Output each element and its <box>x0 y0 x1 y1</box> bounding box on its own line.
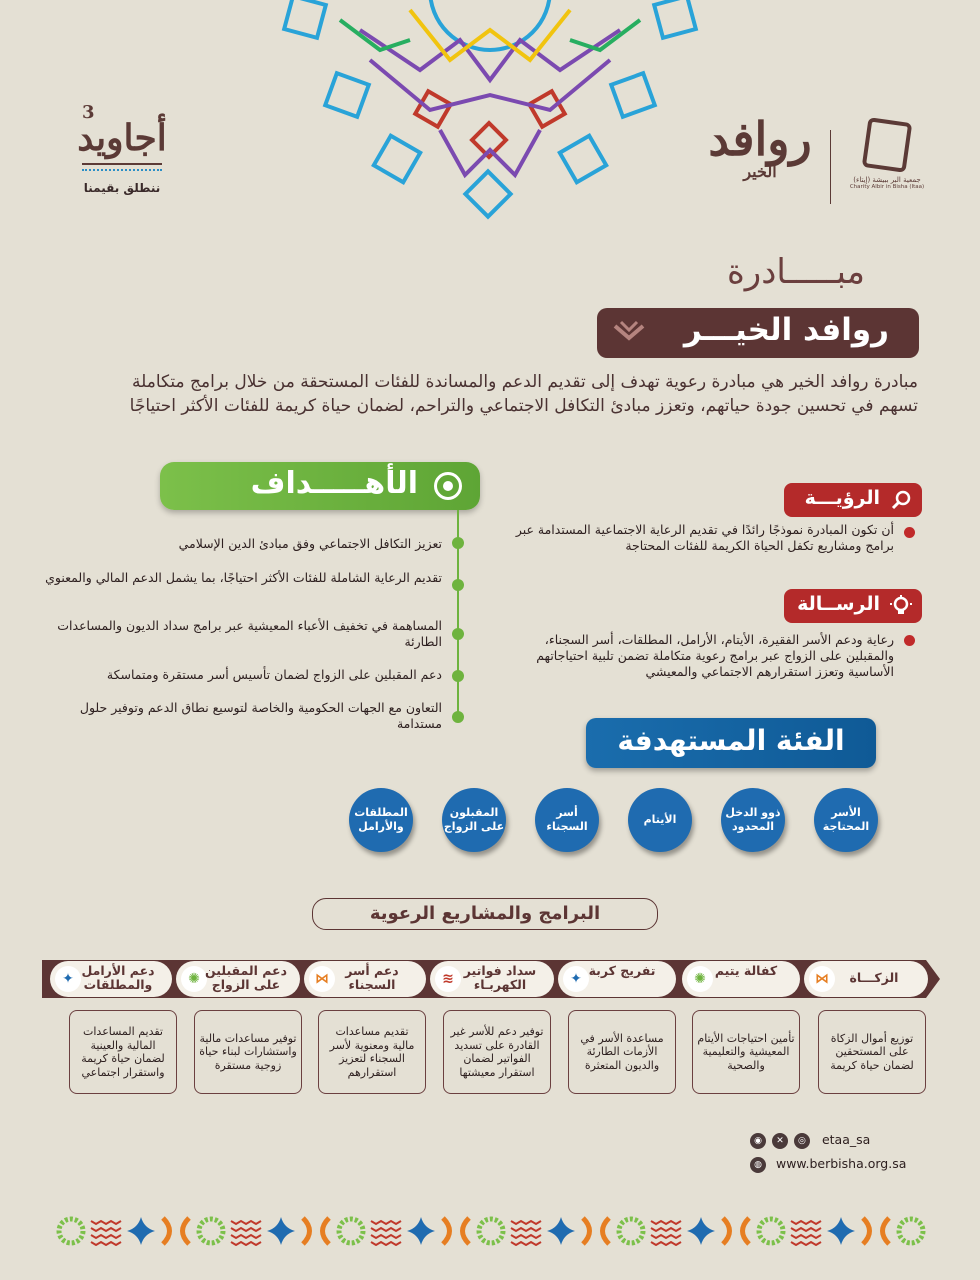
program-label: الزكـــاة <box>849 970 899 985</box>
program-tab-electricity <box>430 961 554 997</box>
goal-item: التعاون مع الجهات الحكومية والخاصة لتوسيع نطاق الدعم وتوفير حلول مستدامة <box>79 700 442 731</box>
pattern-tile <box>511 1221 541 1245</box>
target-circle-prisoner-families: أسر السجناء <box>535 788 599 852</box>
x-icon[interactable]: ✕ <box>772 1133 788 1149</box>
top-star-decoration <box>260 0 720 230</box>
program-tab-prisoners <box>304 961 426 997</box>
intro-line-1: مبادرة روافد الخير هي مبادرة رعوية تهدف إلى تقديم الدعم والمساندة للفئات المستحقة من خلال برامج متكاملة <box>131 372 918 392</box>
pattern-tile <box>759 1219 783 1243</box>
title-banner <box>597 308 919 358</box>
program-icon-marriage: ✺ <box>181 966 207 992</box>
chevron-ornament-icon <box>611 320 647 346</box>
target-icon <box>434 472 462 500</box>
target-group-header <box>586 718 876 768</box>
pattern-tile <box>723 1218 749 1244</box>
program-icon-zakat: ⋈ <box>809 966 835 992</box>
program-icon-prisoners: ⋈ <box>309 966 335 992</box>
social-row <box>750 1132 870 1149</box>
pattern-tile <box>303 1218 329 1244</box>
website-link[interactable]: www.berbisha.org.sa <box>775 1156 907 1171</box>
program-card: تأمين احتياجات الأيتام المعيشية والتعليمية والصحية <box>692 1010 800 1094</box>
program-label: دعم الأرامل والمطلقات <box>81 963 155 992</box>
vision-dot <box>904 527 915 538</box>
initiative-label: مبـــــادرة <box>726 252 865 292</box>
program-card: توزيع أموال الزكاة على المستحقين لضمان حياة كريمة <box>818 1010 926 1094</box>
social-handle[interactable]: etaa_sa <box>821 1132 871 1147</box>
charity-emblem-icon <box>862 117 913 173</box>
vision-text: أن تكون المبادرة نموذجًا رائدًا في تقديم الرعاية الاجتماعية المستدامة عبر برامج ومشاريع تكفل الحياة الكريمة للفئات المحتاجة <box>515 522 894 553</box>
target-circle-widows: المطلقات والأرامل <box>349 788 413 852</box>
program-label: تفريج كربة <box>588 963 656 978</box>
program-icon-widows: ✦ <box>55 966 81 992</box>
program-card: توفير دعم للأسر غير القادرة على تسديد الفواتير لضمان استقرار معيشتها <box>443 1010 551 1094</box>
charity-name-ar: جمعية البر ببيشة (إيتاء) <box>853 176 921 184</box>
intro-line-2: تسهم في تحسين جودة حياتهم، وتعزز مبادئ التكافل الاجتماعي والتراحم، لضمان حياة كريمة للفئات الأكثر احتياجًا <box>129 396 918 416</box>
pattern-tile <box>443 1218 469 1244</box>
magnifier-icon <box>890 489 912 511</box>
pattern-tile <box>651 1221 681 1245</box>
program-icon-orphan: ✺ <box>687 966 713 992</box>
target-circle-needy-families: الأسر المحتاجة <box>814 788 878 852</box>
programs-header <box>312 898 658 930</box>
pattern-tile <box>163 1218 189 1244</box>
goal-item: تقديم الرعاية الشاملة للفئات الأكثر احتياجًا، بما يشمل الدعم المالي والمعنوي <box>45 570 442 585</box>
pattern-tile <box>407 1217 435 1245</box>
rawafed-logo <box>698 112 822 181</box>
pattern-tile <box>127 1217 155 1245</box>
pattern-tile <box>479 1219 503 1243</box>
pattern-tile <box>791 1221 821 1245</box>
vision-header <box>784 483 922 517</box>
globe-icon: ◍ <box>750 1157 766 1173</box>
pattern-tile <box>547 1217 575 1245</box>
goal-dot <box>452 537 464 549</box>
lightbulb-icon <box>890 595 912 617</box>
mission-title: الرســالة <box>797 593 880 615</box>
pattern-tile <box>899 1219 923 1243</box>
target-circle-low-income: ذوو الدخل المحدود <box>721 788 785 852</box>
ajaweed-slogan: ننطلق بقيمنا <box>83 181 161 195</box>
ajaweed-ornament-icon <box>82 163 162 171</box>
program-card: مساعدة الأسر في الأزمات الطارئة والديون المتعثرة <box>568 1010 676 1094</box>
program-tab-marriage <box>176 961 300 997</box>
program-label: سداد فواتير الكهربـاء <box>463 963 537 992</box>
pattern-tile <box>583 1218 609 1244</box>
program-tab-widows <box>50 961 172 997</box>
charity-logo <box>842 120 932 190</box>
goal-dot <box>452 670 464 682</box>
goal-item: دعم المقبلين على الزواج لضمان تأسيس أسر مستقرة ومتماسكة <box>106 667 442 682</box>
pattern-tile <box>339 1219 363 1243</box>
pattern-tile <box>231 1221 261 1245</box>
target-group-title: الفئة المستهدفة <box>617 724 845 757</box>
goal-dot <box>452 579 464 591</box>
mission-text: رعاية ودعم الأسر الفقيرة، الأيتام، الأرامل، المطلقات، أسر السجناء، والمقبلين على الزواج عبر برامج رعوية متكاملة تضمن تلبية احتياجاتهم الأساسية وتعزز استقرارهم الاجتماعي والمعيشي <box>536 632 894 679</box>
ajaweed-logo-name: أجاويد <box>77 117 167 159</box>
pattern-tile <box>827 1217 855 1245</box>
program-card: تقديم المساعدات المالية والعينية لضمان حياة كريمة واستقرار اجتماعي <box>69 1010 177 1094</box>
pattern-tile <box>863 1218 889 1244</box>
pattern-tile <box>619 1219 643 1243</box>
program-tab-relief <box>558 961 676 997</box>
charity-name-en: Charity Albir in Bisha (Itaa) <box>849 184 925 190</box>
goal-item: تعزيز التكافل الاجتماعي وفق مبادئ الدين الإسلامي <box>178 536 442 551</box>
program-icon-electricity: ≋ <box>435 966 461 992</box>
logo-divider <box>830 130 831 204</box>
mission-dot <box>904 635 915 646</box>
goals-title: الأهـــــداف <box>250 466 418 501</box>
initiative-title: روافد الخيـــر <box>683 312 889 348</box>
program-tab-zakat <box>804 961 928 997</box>
goal-dot <box>452 628 464 640</box>
goal-dot <box>452 711 464 723</box>
ajaweed-logo <box>64 102 180 195</box>
pattern-tile <box>199 1219 223 1243</box>
rawafed-logo-name: روافد <box>708 112 812 166</box>
pattern-tile <box>59 1219 83 1243</box>
goals-header <box>160 462 480 510</box>
target-circle-marriage: المقبلون على الزواج <box>442 788 506 852</box>
mission-header <box>784 589 922 623</box>
website-row <box>750 1156 906 1173</box>
program-label: دعم أسر السجناء <box>345 963 399 992</box>
program-icon-relief: ✦ <box>563 966 589 992</box>
program-card: توفير مساعدات مالية واستشارات لبناء حياة زوجية مستقرة <box>194 1010 302 1094</box>
target-circle-orphans: الأيتام <box>628 788 692 852</box>
instagram-icon[interactable]: ◎ <box>794 1133 810 1149</box>
snapchat-icon[interactable]: ◉ <box>750 1133 766 1149</box>
pattern-tile <box>91 1221 121 1245</box>
intro-paragraph <box>30 370 918 418</box>
program-tab-orphan <box>682 961 800 997</box>
program-label: كفالة يتيم <box>714 963 778 978</box>
goal-item: المساهمة في تخفيف الأعباء المعيشية عبر برامج سداد الديون والمساعدات الطارئة <box>57 618 442 649</box>
pattern-tile <box>267 1217 295 1245</box>
bottom-pattern-decoration <box>56 1216 936 1246</box>
program-card: تقديم مساعدات مالية ومعنوية لأسر السجناء لتعزيز استقرارهم <box>318 1010 426 1094</box>
rawafed-logo-sub: الخير <box>743 162 777 181</box>
program-label: دعم المقبلين على الزواج <box>204 963 288 992</box>
vision-title: الرؤيـــة <box>804 487 880 509</box>
ajaweed-logo-num: 3 <box>82 102 95 123</box>
programs-title: البرامج والمشاريع الرعوية <box>369 903 601 924</box>
pattern-tile <box>371 1221 401 1245</box>
pattern-tile <box>687 1217 715 1245</box>
